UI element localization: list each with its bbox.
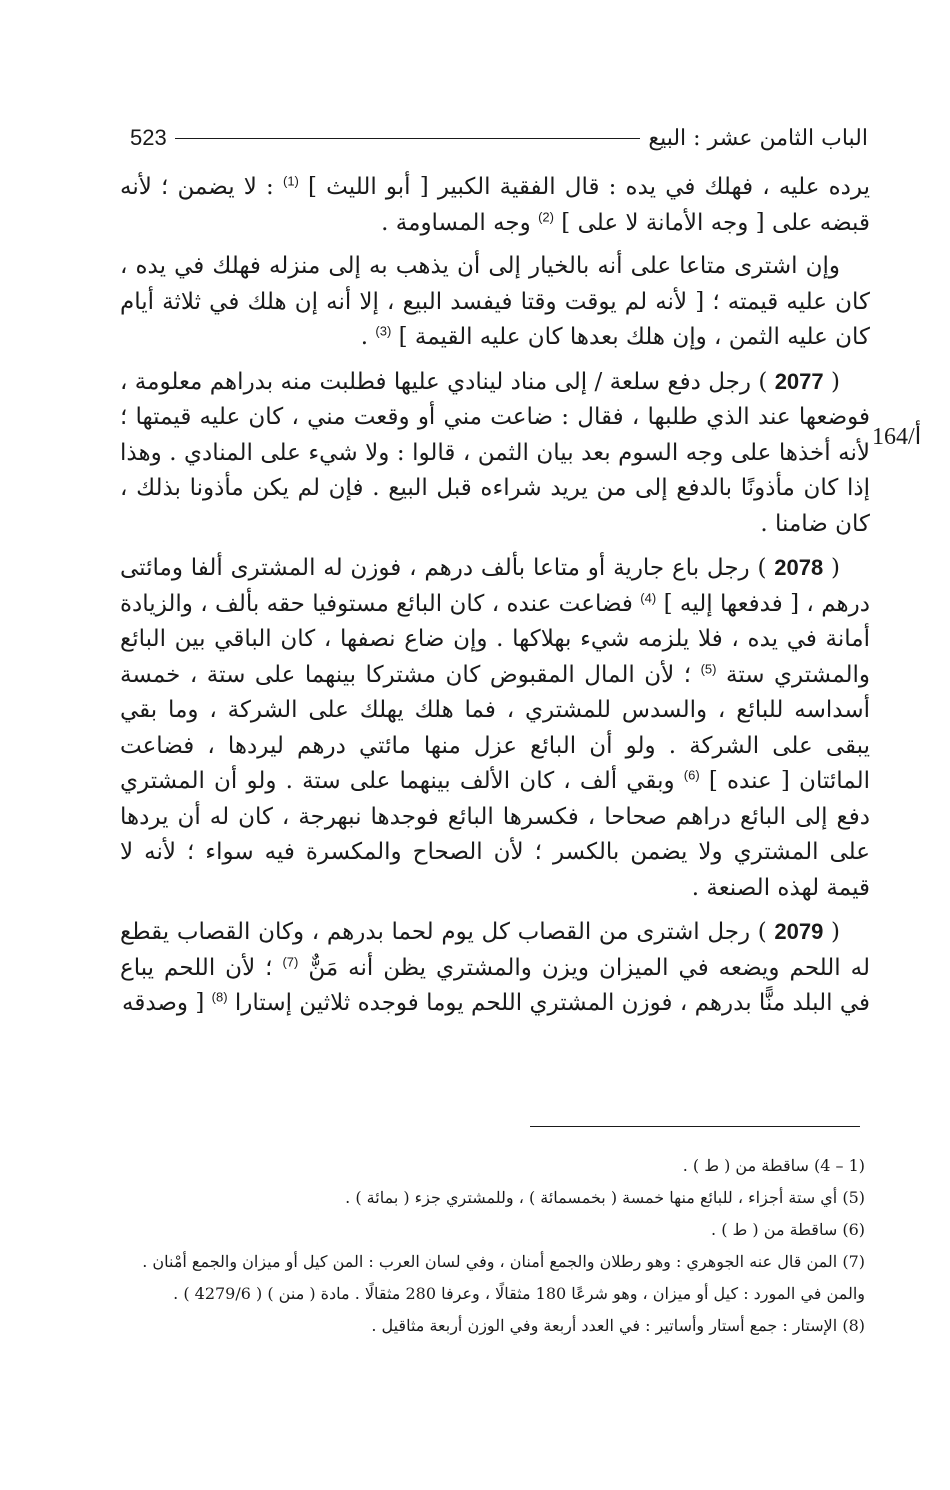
footnote-ref: (7) [282, 953, 299, 969]
footnote: (6) ساقطة من ( ط ) . [711, 1220, 865, 1239]
footnote-ref: (4) [640, 589, 657, 605]
text-run: ) رجل باع جارية أو متاعا بألف درهم ، فوزن له المشترى ألفا ومائتى درهم ، [ فدفعها إليه ] [120, 555, 870, 617]
text-run: ) رجل اشترى من القصاب كل يوم لحما بدرهم ، وكان القصاب يقطع له اللحم ويضعه في الميزان ويزن والمشتري يظن أنه مَنٌّ [120, 919, 870, 981]
footnote: والمن في المورد : كيل أو ميزان ، وهو شرعًا 180 مثقالًا ، وعرفا 280 مثقالًا . مادة ( منن ) ( 4279/6 ) . [173, 1284, 865, 1303]
paragraph-2078 [120, 550, 870, 906]
text-run: ( [823, 919, 841, 945]
text-run: ( [823, 368, 840, 395]
folio-margin-note: 164/أ [872, 424, 922, 450]
main-text [120, 170, 870, 1030]
text-run: [ وصدقه [122, 990, 212, 1016]
paragraph-2 [120, 249, 870, 356]
text-run: ( [823, 555, 840, 581]
footnote: (8) الإستار : جمع أستار وأساتير : في العدد أربعة وفي الوزن أربعة مثاقيل . [371, 1316, 865, 1335]
issue-number: 2078 [774, 555, 824, 580]
text-run: وجه المساومة . [381, 209, 539, 236]
header-rule [175, 138, 641, 139]
paragraph-2079 [120, 914, 870, 1022]
text-run: ) رجل دفع سلعة / إلى مناد لينادي عليها فطلبت منه بدراهم معلومة ، فوضعها عند الذي طلبها ، فقال : ضاعت مني أو وقعت مني ، كان عليه قيمتها ؛ لأنه أخذها على وجه السوم بعد بيان الثمن ، قالوا : ولا شيء على المنادي . وهذا إذا كان مأذونًا بالدفع إلى من يريد شراءه قبل البيع . فإن لم يكن مأذونا بذلك ، كان ضامنا . [120, 368, 870, 537]
footnote-ref: (1) [282, 173, 299, 189]
footnote-separator [530, 1126, 860, 1127]
footnote-ref: (2) [538, 208, 554, 224]
footnote: (1 – 4) ساقطة من ( ط ) . [682, 1156, 865, 1175]
footnote-ref: (5) [700, 660, 717, 676]
text-run: ؛ لأن اللحم يباع في البلد منًّا بدرهم ، فوزن المشتري اللحم يوما فوجده ثلاثين إستارا [120, 954, 870, 1016]
footnote-ref: (8) [211, 989, 228, 1005]
chapter-title: الباب الثامن عشر : البيع [648, 125, 868, 151]
footnote: (5) أي ستة أجزاء ، للبائع منها خمسة ( بخمسمائة ) ، وللمشتري جزء ( بمائة ) . [345, 1188, 865, 1207]
page-number: 523 [130, 125, 167, 150]
text-run: وبقي ألف ، كان الألف بينهما على ستة . ولو أن المشتري دفع إلى البائع دراهم صحاحا ، فكسرها البائع فوجدها نبهرجة ، كان له أن يردها على المشتري ولا يضمن بالكسر ؛ لأن الصحاح والمكسرة فيه سواء ؛ لأنه لا قيمة لهذه الصنعة . [120, 768, 870, 901]
paragraph-1 [120, 170, 870, 241]
issue-number: 2077 [774, 368, 824, 394]
running-header [130, 118, 868, 158]
footnote-ref: (3) [375, 323, 392, 339]
footnotes [120, 1150, 865, 1342]
footnote-ref: (6) [683, 767, 700, 783]
text-run: فضاعت عنده ، كان البائع مستوفيا حقه بألف ، والزيادة أمانة في يده ، فلا يلزمه شيء بهلاكها . وإن ضاع نصفها ، كان الباقي بين البائع والمشتري ستة [120, 590, 870, 688]
text-run: يرده عليه ، فهلك في يده : قال الفقية الكبير [ أبو الليث ] [298, 174, 870, 200]
issue-number: 2079 [774, 919, 824, 944]
text-run: . [360, 324, 376, 350]
paragraph-2077 [120, 364, 870, 543]
text-run: : لا يضمن ؛ لأنه قبضه على [ وجه الأمانة لا على ] [120, 174, 870, 236]
footnote: (7) المن قال عنه الجوهري : وهو رطلان والجمع أمنان ، وفي لسان العرب : المن كيل أو ميزان والجمع أمْنان . [142, 1252, 865, 1271]
text-run: وإن اشترى متاعا على أنه بالخيار إلى أن يذهب به إلى منزله فهلك في يده ، كان عليه قيمته ؛ [ لأنه لم يوقت وقتا فيفسد البيع ، إلا أنه إن هلك في ثلاثة أيام كان عليه الثمن ، وإن هلك بعدها كان عليه القيمة ] [120, 253, 870, 350]
text-run: ؛ لأن المال المقبوض كان مشتركا بينهما على ستة ، خمسة أسداسه للبائع ، والسدس للمشتري ، فما هلك يهلك على الشركة ، وما بقي يبقى على الشركة . ولو أن البائع عزل منها مائتي درهم ليردها ، فضاعت المائتان [ عنده ] [120, 661, 870, 794]
